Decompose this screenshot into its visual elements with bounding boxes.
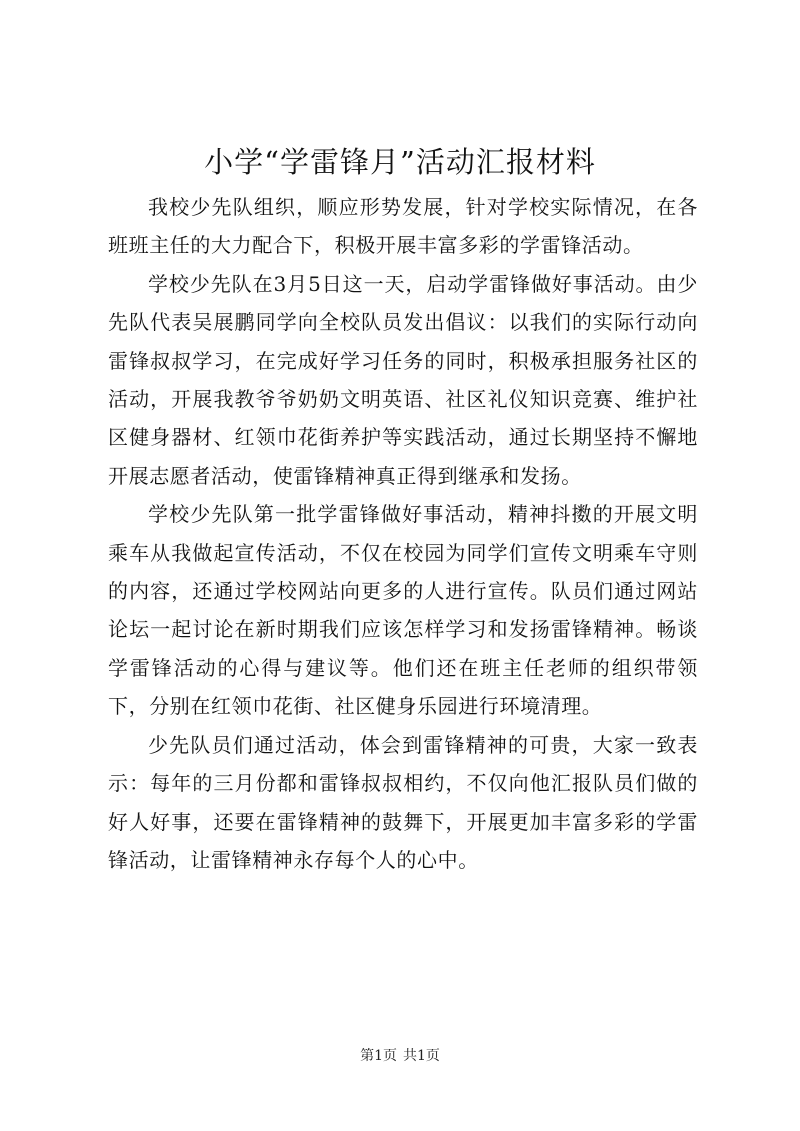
page-footer: [0, 1046, 800, 1066]
page-total: 共1页: [403, 1048, 440, 1064]
paragraph-3: 学校少先队第一批学雷锋做好事活动，精神抖擞的开展文明乘车从我做起宣传活动，不仅在校园为同学们宣传文明乘车守则的内容，还通过学校网站向更多的人进行宣传。队员们通过网站论坛一起讨论在新时期我们应该怎样学习和发扬雷锋精神。畅谈学雷锋活动的心得与建议等。他们还在班主任老师的组织带领下，分别在红领巾花街、社区健身乐园进行环境清理。: [108, 502, 698, 719]
paragraph-4: 少先队员们通过活动，体会到雷锋精神的可贵，大家一致表示：每年的三月份都和雷锋叔叔相约，不仅向他汇报队员们做的好人好事，还要在雷锋精神的鼓舞下，开展更加丰富多彩的学雷锋活动，让雷锋精神永存每个人的心中。: [108, 732, 698, 872]
paragraph-1: 我校少先队组织，顺应形势发展，针对学校实际情况，在各班班主任的大力配合下，积极开展丰富多彩的学雷锋活动。: [108, 195, 698, 258]
paragraph-2: 学校少先队在3月5日这一天，启动学雷锋做好事活动。由少先队代表吴展鹏同学向全校队员发出倡议：以我们的实际行动向雷锋叔叔学习，在完成好学习任务的同时，积极承担服务社区的活动，开展我教爷爷奶奶文明英语、社区礼仪知识竞赛、维护社区健身器材、红领巾花街养护等实践活动，通过长期坚持不懈地开展志愿者活动，使雷锋精神真正得到继承和发扬。: [108, 271, 698, 488]
document-body: [108, 188, 698, 879]
document-title: 小学“学雷锋月”活动汇报材料: [204, 145, 596, 179]
page-number: 第1页: [360, 1048, 397, 1064]
